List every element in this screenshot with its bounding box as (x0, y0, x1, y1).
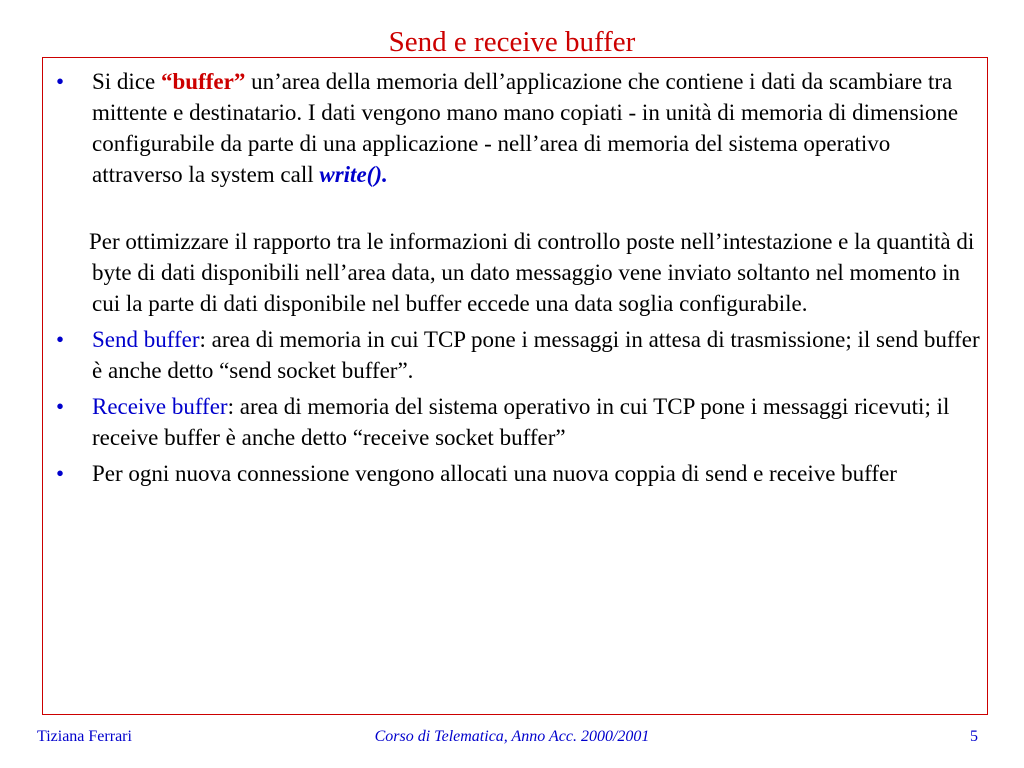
bullet-text: : area di memoria del sistema operativo in cui TCP pone i messaggi ricevuti; il receive buffer è anche detto “receive socket buffer” (92, 394, 950, 450)
paragraph-text: Per ottimizzare il rapporto tra le informazioni di controllo poste nell’intestazione e la quantità di byte di dati disponibili nell’area data, un dato messaggio vene inviato soltanto nel momento in cui la parte di dati disponibile nel buffer eccede una data soglia configurabile. (89, 229, 975, 316)
slide-title: Send e receive buffer (388, 26, 636, 58)
term-receive-buffer: Receive buffer (92, 394, 228, 419)
term-send-buffer: Send buffer (92, 327, 200, 352)
footer-author: Tiziana Ferrari (37, 728, 132, 745)
bullet-item-receive-buffer (50, 391, 985, 453)
bullet-list (50, 66, 985, 494)
bullet-marker: • (56, 327, 65, 352)
system-call-write: write(). (319, 162, 388, 187)
bullet-text-post: un’area della memoria dell’applicazione che contiene i dati da scambiare tra mittente e destinatario. I dati vengono mano mano copiati - in unità di memoria di dimensione configurabile da parte di una applicazione - nell’area di memoria del sistema operativo attraverso la system call (92, 69, 959, 187)
paragraph-optimization (50, 226, 985, 319)
footer-page-number: 5 (970, 728, 978, 745)
bullet-item-buffer-definition (50, 66, 985, 190)
bullet-marker: • (56, 69, 65, 94)
keyword-buffer: “buffer” (161, 69, 246, 94)
bullet-marker: • (56, 394, 65, 419)
bullet-text: Per ogni nuova connessione vengono allocati una nuova coppia di send e receive buffer (92, 461, 897, 486)
bullet-text: : area di memoria in cui TCP pone i messaggi in attesa di trasmissione; il send buffer è anche detto “send socket buffer”. (92, 327, 980, 383)
bullet-item-new-connection (50, 458, 985, 489)
bullet-text-pre: Si dice (92, 69, 161, 94)
bullet-item-send-buffer (50, 324, 985, 386)
footer-course: Corso di Telematica, Anno Acc. 2000/2001 (374, 728, 650, 745)
bullet-marker: • (56, 461, 65, 486)
